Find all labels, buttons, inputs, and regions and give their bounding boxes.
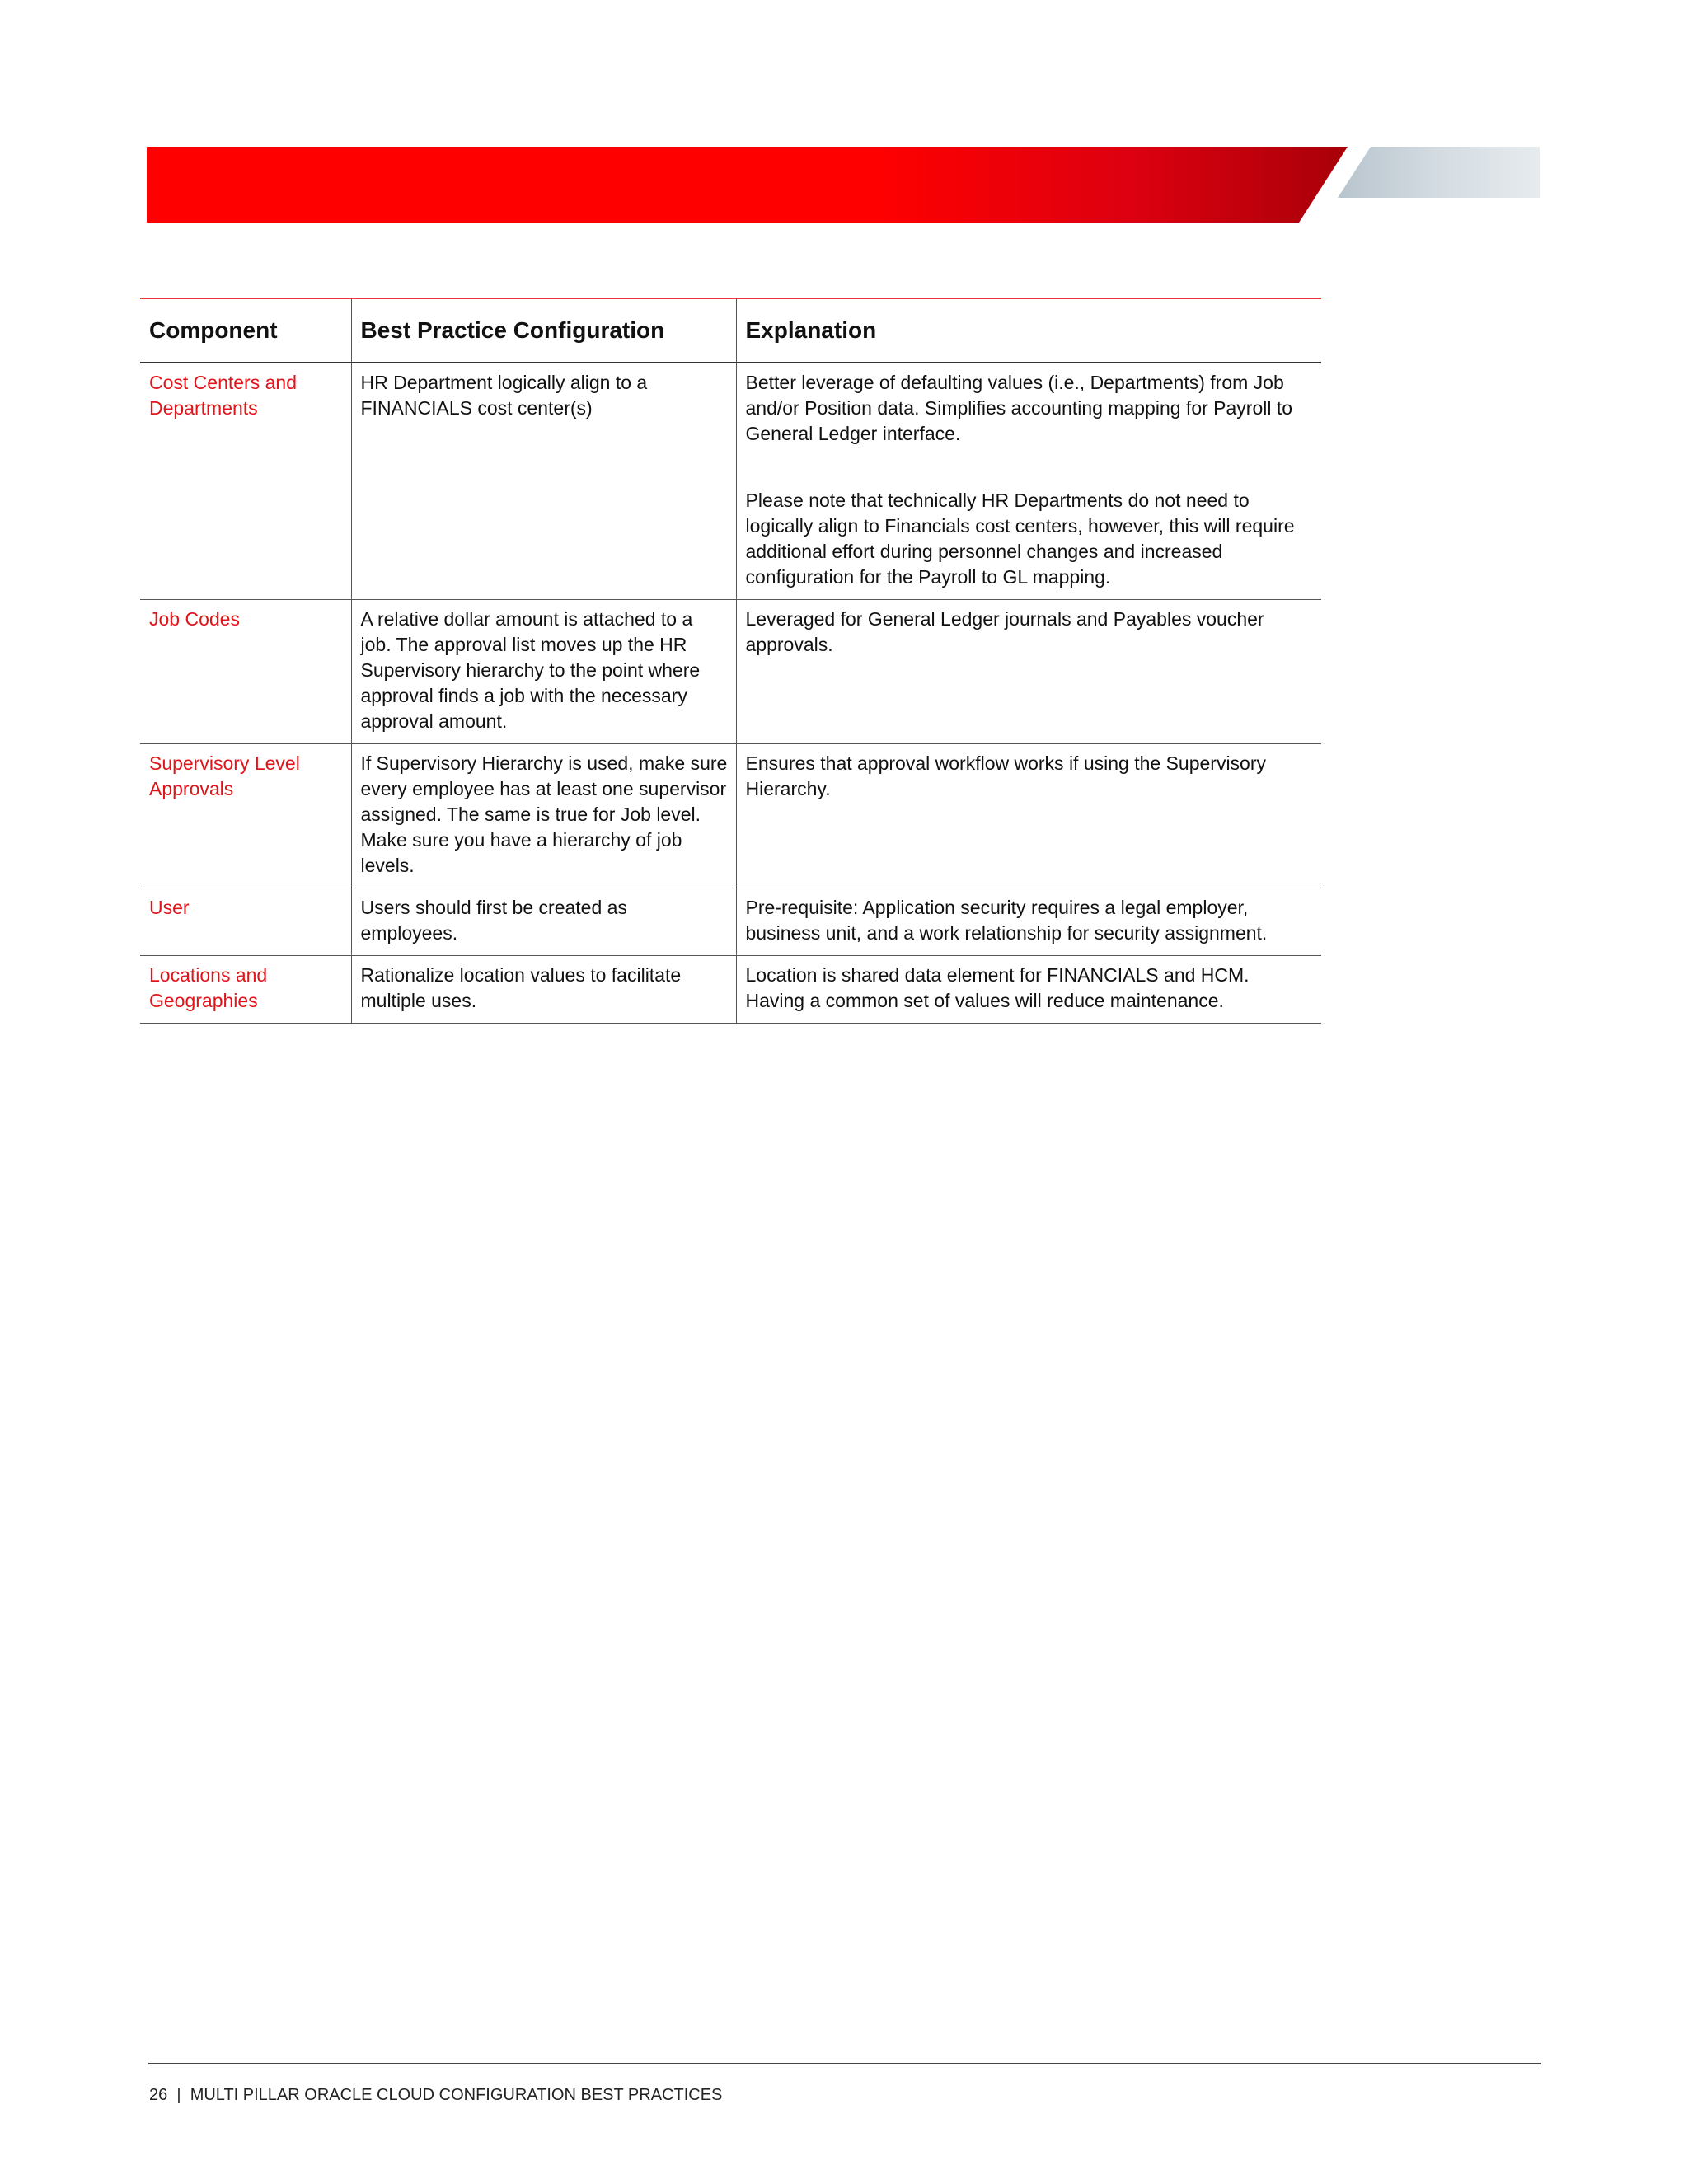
table-row: [140, 363, 1321, 600]
banner-red-band: [147, 147, 1348, 223]
table-row: [140, 888, 1321, 956]
best-practice-cell: If Supervisory Hierarchy is used, make sure every employee has at least one supervisor assigned. The same is true for Job level. Make sure you have a hierarchy of job levels.: [351, 744, 736, 888]
table-row: [140, 600, 1321, 744]
explanation-cell: [736, 744, 1321, 888]
table-row: [140, 744, 1321, 888]
explanation-paragraph: Better leverage of defaulting values (i.e., Departments) from Job and/or Position data. Simplifies accounting mapping for Payroll to General Ledger interface.: [745, 372, 1293, 444]
explanation-cell: [736, 956, 1321, 1024]
header-banner: [147, 147, 1540, 223]
page-number: 26: [149, 2086, 168, 2104]
header-explanation: Explanation: [736, 298, 1321, 363]
explanation-paragraph: Pre-requisite: Application security requires a legal employer, business unit, and a work relationship for security assignment.: [745, 897, 1268, 944]
best-practice-cell: A relative dollar amount is attached to a job. The approval list moves up the HR Supervisory hierarchy to the point where approval finds a job with the necessary approval amount.: [351, 600, 736, 744]
best-practices-table: [140, 298, 1321, 1024]
footer-separator: |: [176, 2086, 181, 2104]
component-cell: Cost Centers and Departments: [140, 363, 351, 600]
table-row: [140, 956, 1321, 1024]
header-component: Component: [140, 298, 351, 363]
component-cell: Job Codes: [140, 600, 351, 744]
explanation-cell: [736, 600, 1321, 744]
best-practice-cell: Users should first be created as employees.: [351, 888, 736, 956]
table-header-row: [140, 298, 1321, 363]
explanation-paragraph: Leveraged for General Ledger journals and Payables voucher approvals.: [745, 608, 1264, 655]
best-practice-cell: HR Department logically align to a FINANCIALS cost center(s): [351, 363, 736, 600]
explanation-paragraph: Please note that technically HR Departments do not need to logically align to Financials cost centers, however, this will require additional effort during personnel changes and increased configuration for the Payroll to GL mapping.: [745, 490, 1295, 588]
best-practice-cell: Rationalize location values to facilitate multiple uses.: [351, 956, 736, 1024]
header-best-practice: Best Practice Configuration: [351, 298, 736, 363]
explanation-paragraph: Location is shared data element for FINANCIALS and HCM. Having a common set of values will reduce maintenance.: [745, 964, 1250, 1011]
footer-title: MULTI PILLAR ORACLE CLOUD CONFIGURATION BEST PRACTICES: [190, 2086, 723, 2104]
banner-grey-band: [1338, 147, 1540, 198]
explanation-paragraph: Ensures that approval workflow works if using the Supervisory Hierarchy.: [745, 752, 1267, 799]
explanation-cell: [736, 888, 1321, 956]
page-footer: [149, 2086, 722, 2105]
component-cell: User: [140, 888, 351, 956]
explanation-cell: [736, 363, 1321, 600]
component-cell: Supervisory Level Approvals: [140, 744, 351, 888]
banner-graphic: [147, 147, 1540, 223]
footer-divider: [148, 2063, 1541, 2064]
component-cell: Locations and Geographies: [140, 956, 351, 1024]
